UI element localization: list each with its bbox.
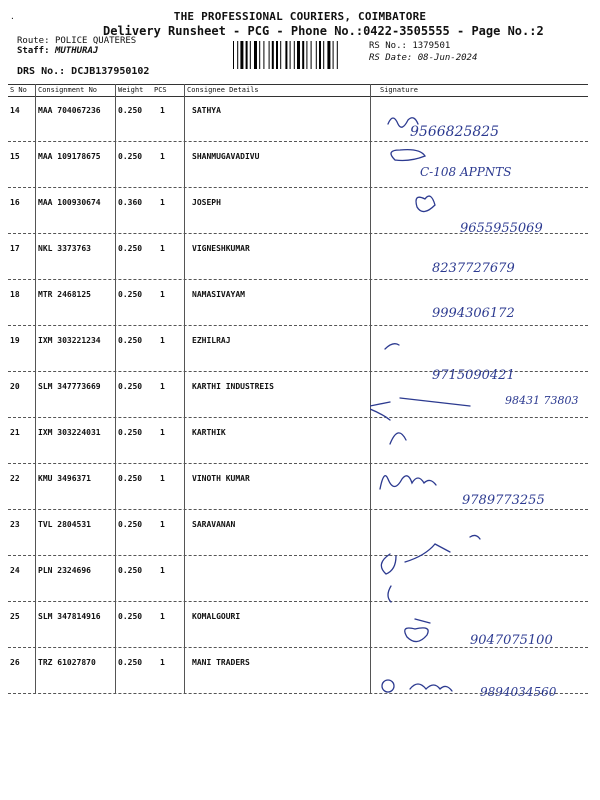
table-row (8, 418, 588, 464)
barcode-bar (333, 41, 334, 69)
barcode-bar (297, 41, 300, 69)
handwriting-r22: 9789773255 (462, 493, 545, 508)
handwriting-r17: 8237727679 (432, 261, 515, 276)
barcode-bar (323, 41, 324, 69)
row-pcs: 1 (160, 198, 165, 207)
row-pcs: 1 (160, 244, 165, 253)
row-consignment: MAA 704067236 (38, 106, 101, 115)
barcode-bar (276, 41, 278, 69)
row-consignment: MAA 100930674 (38, 198, 101, 207)
row-sno: 17 (10, 244, 20, 253)
barcode-bar (294, 41, 295, 69)
table-row (8, 510, 588, 556)
table-row (8, 188, 588, 234)
row-consignment: IXM 303224031 (38, 428, 101, 437)
row-consignment: NKL 3373763 (38, 244, 91, 253)
row-weight: 0.250 (118, 474, 143, 483)
row-divider (8, 693, 588, 694)
row-sno: 23 (10, 520, 20, 529)
handwriting-r15: C-108 APPNTS (420, 165, 512, 179)
scan-dot: . (10, 12, 15, 21)
table-row (8, 556, 588, 602)
runsheet-title: Delivery Runsheet - PCG - Phone No.:0422-3505555 - Page No.:2 (103, 24, 544, 38)
row-pcs: 1 (160, 106, 165, 115)
row-consignee: JOSEPH (192, 198, 221, 207)
barcode-bar (259, 41, 260, 69)
handwriting-r19: 9715090421 (432, 368, 515, 383)
table-row (8, 326, 588, 372)
row-sno: 25 (10, 612, 20, 621)
staff-label: Staff: (17, 46, 50, 56)
row-consignee: KOMALGOURI (192, 612, 241, 621)
barcode-bar (302, 41, 304, 69)
row-consignment: PLN 2324696 (38, 566, 91, 575)
table-row (8, 602, 588, 648)
barcode-bar (290, 41, 291, 69)
row-consignee: VIGNESHKUMAR (192, 244, 250, 253)
row-consignee: SATHYA (192, 106, 221, 115)
row-consignment: MTR 2468125 (38, 290, 91, 299)
barcode-bar (246, 41, 248, 69)
row-consignee: VINOTH KUMAR (192, 474, 250, 483)
row-sno: 14 (10, 106, 20, 115)
row-sno: 26 (10, 658, 20, 667)
header-signature: Signature (380, 86, 418, 94)
row-sno: 16 (10, 198, 20, 207)
handwriting-r20: 98431 73803 (505, 394, 579, 407)
row-pcs: 1 (160, 520, 165, 529)
table-row (8, 142, 588, 188)
header-pcs: PCS (154, 86, 167, 94)
row-consignee: NAMASIVAYAM (192, 290, 245, 299)
table-row (8, 96, 588, 142)
row-sno: 21 (10, 428, 20, 437)
staff-value: MUTHURAJ (54, 46, 99, 56)
row-weight: 0.250 (118, 428, 143, 437)
row-consignment: MAA 109178675 (38, 152, 101, 161)
row-consignment: KMU 3496371 (38, 474, 91, 483)
row-consignment: IXM 303221234 (38, 336, 101, 345)
row-sno: 24 (10, 566, 20, 575)
barcode-bar (337, 41, 338, 69)
handwriting-r16: 9655955069 (460, 221, 543, 236)
header-consignee: Consignee Details (187, 86, 259, 94)
table-row (8, 648, 588, 694)
row-weight: 0.250 (118, 152, 143, 161)
rs-number: RS No.: 1379501 (369, 41, 451, 51)
row-weight: 0.250 (118, 106, 143, 115)
barcode-bar (250, 41, 251, 69)
handwriting-r25: 9047075100 (470, 633, 553, 648)
barcode-bar (237, 41, 238, 69)
barcode-bar (263, 41, 264, 69)
table-row (8, 464, 588, 510)
row-weight: 0.250 (118, 290, 143, 299)
row-sno: 19 (10, 336, 20, 345)
row-weight: 0.250 (118, 336, 143, 345)
barcode-bar (319, 41, 321, 69)
route-label: Route: (17, 36, 50, 46)
handwriting-r14: 9566825825 (410, 124, 500, 140)
row-consignee: EZHILRAJ (192, 336, 231, 345)
row-weight: 0.250 (118, 382, 143, 391)
row-pcs: 1 (160, 290, 165, 299)
row-pcs: 1 (160, 566, 165, 575)
runsheet-table (8, 84, 588, 694)
barcode-bar (280, 41, 281, 69)
barcode-image (233, 41, 363, 69)
row-consignee: KARTHIK (192, 428, 226, 437)
row-weight: 0.250 (118, 658, 143, 667)
barcode-bar (327, 41, 330, 69)
barcode-bar (240, 41, 243, 69)
barcode-bar (272, 41, 274, 69)
barcode-bar (285, 41, 287, 69)
row-pcs: 1 (160, 382, 165, 391)
handwriting-r18: 9994306172 (432, 306, 515, 321)
row-weight: 0.360 (118, 198, 143, 207)
row-sno: 22 (10, 474, 20, 483)
table-row (8, 234, 588, 280)
barcode-bar (311, 41, 312, 69)
row-consignee: SHANMUGAVADIVU (192, 152, 260, 161)
barcode-bar (316, 41, 317, 69)
company-title: THE PROFESSIONAL COURIERS, COIMBATORE (173, 10, 427, 23)
row-weight: 0.250 (118, 244, 143, 253)
row-pcs: 1 (160, 336, 165, 345)
staff-line (17, 46, 98, 56)
header-consignment: Consignment No (38, 86, 98, 94)
row-weight: 0.250 (118, 566, 143, 575)
drs-number: DRS No.: DCJB137950102 (17, 66, 150, 77)
row-sno: 20 (10, 382, 20, 391)
row-consignment: SLM 347814916 (38, 612, 101, 621)
header-weight: Weight (118, 86, 144, 94)
row-pcs: 1 (160, 428, 165, 437)
row-pcs: 1 (160, 474, 165, 483)
barcode-bar (254, 41, 257, 69)
barcode-bar (306, 41, 307, 69)
row-sno: 15 (10, 152, 20, 161)
row-consignee: MANI TRADERS (192, 658, 250, 667)
handwriting-r26: 9894034560 (480, 685, 557, 699)
barcode-bar (233, 41, 234, 69)
row-pcs: 1 (160, 658, 165, 667)
row-pcs: 1 (160, 152, 165, 161)
row-consignment: TVL 2804531 (38, 520, 91, 529)
row-weight: 0.250 (118, 520, 143, 529)
row-weight: 0.250 (118, 612, 143, 621)
table-row (8, 280, 588, 326)
table-row (8, 372, 588, 418)
row-consignee: SARAVANAN (192, 520, 236, 529)
rs-date: RS Date: 08-Jun-2024 (369, 53, 478, 63)
barcode-bar (269, 41, 270, 69)
row-consignment: TRZ 61027870 (38, 658, 96, 667)
header-sno: S No (10, 86, 27, 94)
row-consignment: SLM 347773669 (38, 382, 101, 391)
row-consignee: KARTHI INDUSTREIS (192, 382, 274, 391)
row-sno: 18 (10, 290, 20, 299)
route-value: POLICE QUATERES (54, 36, 137, 46)
route-line (17, 36, 136, 46)
row-pcs: 1 (160, 612, 165, 621)
